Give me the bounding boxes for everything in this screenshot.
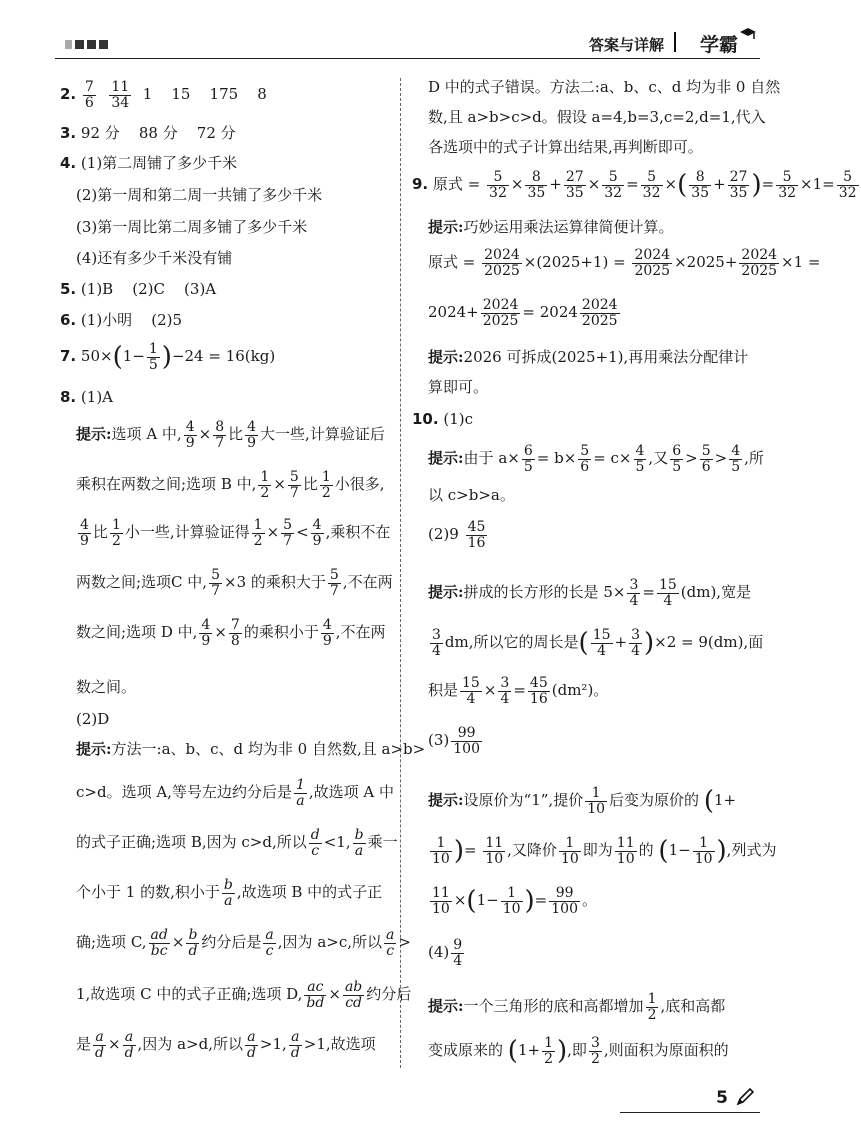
hint-8-2-line6: 1,故选项 C 中的式子正确;选项 D, $\frac{ac}{bd}$ × $\frac{ab}{cd}$ 约分后 bbox=[76, 979, 412, 1011]
answer-4-d: (4)还有多少千米没有铺 bbox=[76, 249, 233, 267]
mortarboard-icon bbox=[738, 24, 758, 44]
hint-10-4-line2: 变成原来的 (1+ $\frac{1}{2}$ ),即 $\frac{3}{2}$ ,则面积为原面积的 bbox=[428, 1035, 729, 1067]
hint-8-1-line2: 乘积在两数之间;选项 B 中, $\frac{1}{2}$ × $\frac{5}{7}$ 比 $\frac{1}{2}$ 小很多, bbox=[76, 469, 385, 501]
hint-10-1-cont: 以 c>b>a。 bbox=[428, 486, 515, 504]
answer-10: 10. (1)c bbox=[412, 410, 474, 428]
brand-logo: 学霸 bbox=[699, 34, 738, 56]
hint-8-1-line6: 数之间。 bbox=[76, 678, 137, 696]
hint-8-2-line5: 确;选项 C, $\frac{ad}{bc}$ × $\frac{b}{d}$ 约分后是 $\frac{a}{c}$ ,因为 a>c,所以 $\frac{a}{c}$ > bbox=[76, 927, 411, 959]
answer-5: 5. (1)B (2)C (3)A bbox=[60, 280, 217, 298]
hint-10-2-line1: 提示:拼成的长方形的长是 5× $\frac{3}{4}$ = $\frac{15}{4}$ (dm),宽是 bbox=[428, 577, 752, 609]
page-header bbox=[55, 30, 760, 59]
hint-10-3-line1: 提示:设原价为“1”,提价 $\frac{1}{10}$ 后变为原价的 (1+ bbox=[428, 785, 737, 817]
hint-9-1: 提示:巧妙运用乘法运算律简便计算。 bbox=[428, 218, 674, 236]
hint-8-2-line4: 个小于 1 的数,积小于 $\frac{b}{a}$ ,故选项 B 中的式子正 bbox=[76, 877, 383, 909]
hint-8-2-line1: 提示:方法一:a、b、c、d 均为非 0 自然数,且 a>b> bbox=[76, 740, 426, 758]
header-separator bbox=[674, 32, 676, 52]
hint-8-2-line7: 是 $\frac{a}{d}$ × $\frac{a}{d}$ ,因为 a>d,所以 $\frac{a}{d}$ >1, $\frac{a}{d}$ >1,故选项 bbox=[76, 1029, 376, 1061]
continuation-line1: D 中的式子错误。方法二:a、b、c、d 均为非 0 自然 bbox=[428, 78, 781, 96]
hint-8-1-line1: 提示:选项 A 中, $\frac{4}{9}$ × $\frac{8}{7}$ 比 $\frac{4}{9}$ 大一些,计算验证后 bbox=[76, 419, 385, 451]
hint-9-2-cont: 算即可。 bbox=[428, 378, 489, 396]
hint-10-1: 提示:由于 a× $\frac{6}{5}$ = b× $\frac{5}{6}$ = c× $\frac{4}{5}$ ,又 $\frac{6}{5}$ > $\frac{5}{6}$ > $\frac{4}{5}$ ,所 bbox=[428, 443, 764, 475]
answer-2: 2. $\frac{7}{6}$ $\frac{11}{34}$ 1 15 175 8 bbox=[60, 79, 267, 111]
continuation-line3: 各选项中的式子计算出结果,再判断即可。 bbox=[428, 138, 703, 156]
hint-10-2-line3: 积是 $\frac{15}{4}$ × $\frac{3}{4}$ = $\frac{45}{16}$ (dm²)。 bbox=[428, 675, 609, 707]
hint-10-3-line3: $\frac{11}{10}$ ×(1− $\frac{1}{10}$ )= $\frac{99}{100}$ 。 bbox=[432, 885, 597, 917]
answer-6: 6. (1)小明 (2)5 bbox=[60, 311, 183, 329]
answer-10-4: (4) $\frac{9}{4}$ bbox=[428, 937, 463, 969]
hint-10-3-line2: $\frac{1}{10}$ )= $\frac{11}{10}$ ,又降价 $\frac{1}{10}$ 即为 $\frac{11}{10}$ 的 (1− $\frac{1}{10}$ ),列式为 bbox=[432, 835, 777, 867]
hint-8-2-line3: 的式子正确;选项 B,因为 c>d,所以 $\frac{d}{c}$ <1, $\frac{b}{a}$ 乘一 bbox=[76, 827, 398, 859]
pen-icon bbox=[734, 1086, 756, 1108]
answer-8-2: (2)D bbox=[76, 710, 110, 728]
page-number: 5 bbox=[716, 1088, 728, 1108]
hint-10-4-line1: 提示:一个三角形的底和高都增加 $\frac{1}{2}$ ,底和高都 bbox=[428, 991, 726, 1023]
header-title: 答案与详解 bbox=[588, 36, 664, 54]
page-footer bbox=[620, 1088, 760, 1113]
continuation-line2: 数,且 a>b>c>d。假设 a=4,b=3,c=2,d=1,代入 bbox=[428, 108, 766, 126]
answer-9: 9. 原式 = $\frac{5}{32}$ × $\frac{8}{35}$ + $\frac{27}{35}$ × $\frac{5}{32}$ = $\frac{5}{32}$ ×( $\frac{8}{35}$ + $\frac{27}{35}$ )= $\frac{5}{32}$ ×1= $\frac{5}{32}$ bbox=[412, 169, 857, 201]
answer-7: 7. 50×(1− $\frac{1}{5}$ )−24 = 16(kg) bbox=[60, 341, 276, 373]
answer-8: 8. (1)A bbox=[60, 388, 114, 406]
hint-8-2-line2: c>d。选项 A,等号左边约分后是 $\frac{1}{a}$ ,故选项 A 中 bbox=[76, 777, 395, 809]
answer-3: 3. 92 分 88 分 72 分 bbox=[60, 124, 236, 142]
hint-9-2: 提示:2026 可拆成(2025+1),再用乘法分配律计 bbox=[428, 348, 749, 366]
answer-10-3: (3) $\frac{99}{100}$ bbox=[428, 725, 480, 757]
answer-9-line2: 原式 = $\frac{2024}{2025}$ ×(2025+1) = $\frac{2024}{2025}$ ×2025+ $\frac{2024}{2025}$ ×1 = bbox=[428, 247, 821, 279]
answer-4-b: (2)第一周和第二周一共铺了多少千米 bbox=[76, 186, 323, 204]
answer-4-c: (3)第一周比第二周多铺了多少千米 bbox=[76, 218, 308, 236]
hint-10-2-line2: $\frac{3}{4}$ dm,所以它的周长是( $\frac{15}{4}$ + $\frac{3}{4}$ )×2 = 9(dm),面 bbox=[432, 627, 764, 659]
column-divider bbox=[400, 78, 401, 1068]
hint-8-1-line5: 数之间;选项 D 中, $\frac{4}{9}$ × $\frac{7}{8}$ 的乘积小于 $\frac{4}{9}$ ,不在两 bbox=[76, 617, 386, 649]
hint-8-1-line3: $\frac{4}{9}$ 比 $\frac{1}{2}$ 小一些,计算验证得 $\frac{1}{2}$ × $\frac{5}{7}$ < $\frac{4}{9}$ ,乘积不在 bbox=[80, 517, 391, 549]
hint-8-1-line4: 两数之间;选项C 中, $\frac{5}{7}$ ×3 的乘积大于 $\frac{5}{7}$ ,不在两 bbox=[76, 567, 393, 599]
answer-4: 4. (1)第二周铺了多少千米 bbox=[60, 154, 238, 172]
answer-10-2: (2)9 $\frac{45}{16}$ bbox=[428, 519, 486, 551]
header-marks bbox=[65, 40, 108, 49]
answer-9-line3: 2024+ $\frac{2024}{2025}$ = 2024 $\frac{2024}{2025}$ bbox=[428, 297, 618, 329]
